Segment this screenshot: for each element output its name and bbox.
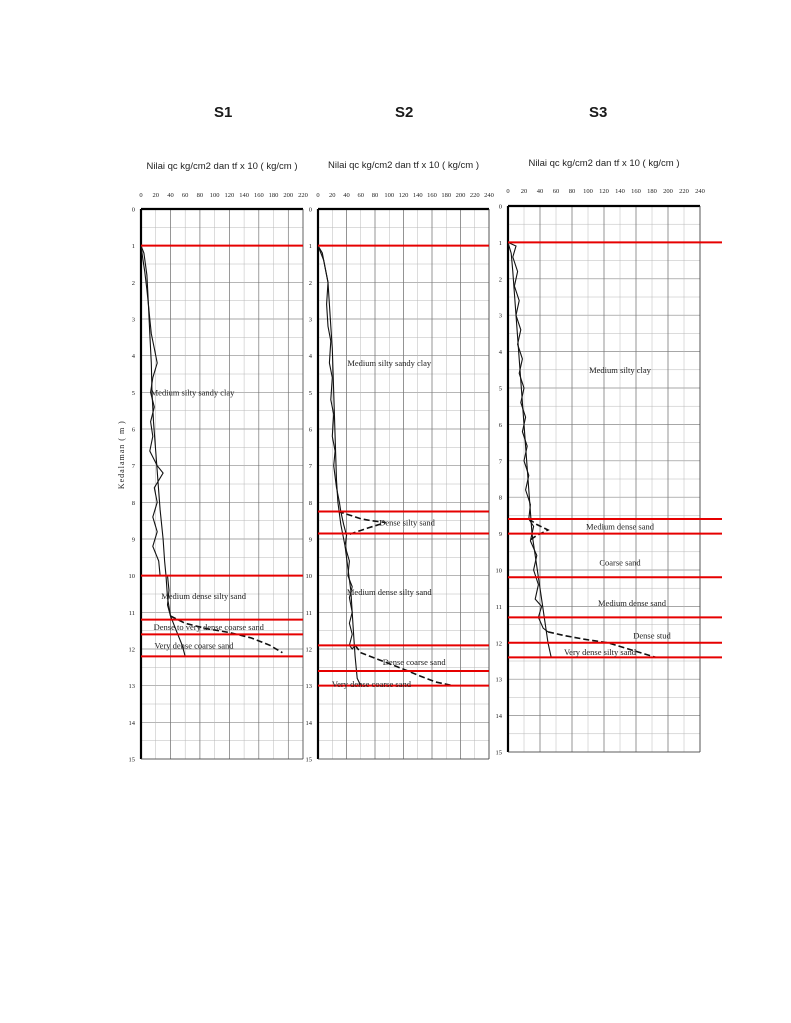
x-tick-label: 0 [139, 192, 143, 199]
x-tick-label: 180 [441, 192, 452, 199]
y-tick-label: 3 [498, 312, 502, 320]
panel-heading-s2: S2 [395, 104, 414, 121]
layer-label: Medium silty sandy clay [347, 358, 432, 368]
y-tick-label: 1 [131, 243, 135, 251]
x-tick-label: 140 [615, 188, 625, 195]
y-tick-label: 11 [305, 609, 312, 617]
y-tick-label: 4 [131, 353, 135, 361]
panel-heading-s1: S1 [214, 104, 233, 121]
y-tick-label: 14 [305, 719, 312, 727]
x-tick-label: 160 [427, 192, 437, 199]
y-tick-label: 6 [308, 426, 312, 434]
x-tick-label: 20 [152, 192, 159, 199]
layer-label: Medium silty clay [589, 364, 651, 375]
y-tick-label: 9 [498, 531, 502, 539]
x-tick-label: 120 [398, 192, 409, 199]
y-tick-label: 12 [128, 646, 135, 654]
x-tick-label: 160 [631, 188, 641, 195]
y-tick-label: 14 [495, 713, 502, 721]
layer-label: Very dense coarse sand [331, 678, 411, 689]
x-tick-label: 200 [455, 192, 466, 199]
y-tick-label: 7 [308, 463, 312, 471]
y-tick-label: 9 [131, 536, 135, 544]
layer-label: Medium dense silty sand [346, 587, 432, 598]
layer-label: Medium silty sandy clay [150, 387, 235, 398]
y-tick-label: 12 [305, 646, 312, 654]
y-tick-label: 11 [128, 609, 135, 617]
chart-panel-s1 [117, 161, 308, 764]
y-tick-label: 5 [498, 385, 502, 393]
cone-resistance-curve [508, 242, 548, 632]
x-tick-label: 180 [268, 192, 279, 199]
y-tick-label: 0 [308, 206, 312, 214]
y-tick-label: 7 [498, 458, 502, 466]
x-tick-label: 160 [253, 192, 264, 199]
y-tick-label: 15 [495, 749, 502, 757]
y-tick-label: 10 [495, 567, 502, 575]
layer-label: Dense stud [633, 630, 671, 641]
y-tick-label: 4 [308, 353, 312, 361]
y-tick-label: 14 [128, 719, 135, 727]
cone-resistance-curve [508, 242, 551, 657]
x-tick-label: 60 [357, 192, 364, 199]
y-tick-label: 8 [131, 499, 135, 507]
y-tick-label: 2 [131, 279, 135, 287]
chart-panel-s2 [306, 160, 494, 764]
x-tick-label: 60 [181, 192, 189, 199]
x-tick-label: 240 [484, 192, 494, 199]
layer-label: Very dense coarse sand [154, 640, 234, 651]
x-tick-label: 20 [329, 192, 336, 199]
x-tick-label: 200 [283, 192, 294, 199]
x-tick-label: 0 [506, 188, 510, 195]
y-tick-label: 10 [305, 573, 312, 581]
y-tick-label: 10 [128, 573, 135, 581]
layer-label: Very dense silty sand [563, 646, 637, 657]
y-tick-label: 15 [128, 756, 135, 764]
x-tick-label: 100 [209, 192, 220, 199]
layer-label: Coarse sand [599, 557, 641, 568]
y-tick-label: 2 [308, 279, 312, 287]
y-tick-label: 4 [498, 349, 502, 357]
y-tick-label: 0 [498, 203, 502, 211]
y-tick-label: 8 [498, 494, 502, 502]
y-tick-label: 1 [308, 243, 312, 251]
y-tick-label: 5 [308, 389, 312, 397]
layer-label: Dense coarse sand [382, 656, 446, 667]
x-tick-label: 100 [583, 188, 593, 195]
x-tick-label: 40 [536, 188, 544, 195]
y-axis-title: Kedalaman ( m ) [117, 420, 126, 490]
y-tick-label: 8 [308, 499, 312, 507]
x-axis-title: Nilai qc kg/cm2 dan tf x 10 ( kg/cm ) [328, 160, 479, 171]
y-tick-label: 13 [495, 676, 502, 684]
y-tick-label: 6 [498, 421, 502, 429]
layer-label: Medium dense silty sand [161, 590, 246, 601]
layer-label: Dense to very dense coarse sand [153, 622, 264, 632]
y-tick-label: 5 [131, 389, 135, 397]
x-tick-label: 80 [371, 192, 379, 199]
x-tick-label: 60 [552, 188, 560, 195]
y-tick-label: 15 [305, 756, 312, 764]
x-tick-label: 180 [647, 188, 657, 195]
layer-label: Medium dense sand [598, 597, 666, 608]
x-tick-label: 40 [167, 192, 174, 199]
x-axis-title: Nilai qc kg/cm2 dan tf x 10 ( kg/cm ) [528, 158, 680, 169]
x-tick-label: 20 [520, 188, 528, 195]
x-tick-label: 240 [695, 188, 705, 195]
layer-label: Medium dense sand [586, 521, 654, 532]
x-tick-label: 220 [679, 188, 689, 195]
y-tick-label: 13 [305, 683, 312, 691]
x-axis-title: Nilai qc kg/cm2 dan tf x 10 ( kg/cm ) [146, 161, 298, 172]
y-tick-label: 13 [128, 683, 135, 691]
x-tick-label: 0 [316, 192, 320, 199]
panel-heading-s3: S3 [589, 104, 608, 121]
x-tick-label: 120 [224, 192, 235, 199]
y-tick-label: 11 [495, 603, 502, 611]
y-tick-label: 9 [308, 536, 312, 544]
y-tick-label: 7 [131, 463, 135, 471]
y-tick-label: 3 [131, 316, 135, 324]
chart-panel-s3 [496, 158, 723, 757]
x-tick-label: 80 [196, 192, 204, 199]
x-tick-label: 220 [469, 192, 480, 199]
x-tick-label: 120 [599, 188, 609, 195]
x-tick-label: 140 [412, 192, 423, 199]
y-tick-label: 2 [498, 276, 502, 284]
x-tick-label: 40 [343, 192, 350, 199]
y-tick-label: 12 [495, 640, 502, 648]
layer-label: Dense silty sand [379, 517, 435, 528]
x-tick-label: 220 [298, 192, 308, 199]
y-tick-label: 6 [131, 426, 135, 434]
x-tick-label: 140 [239, 192, 249, 199]
x-tick-label: 200 [663, 188, 673, 195]
y-tick-label: 1 [498, 239, 502, 247]
y-tick-label: 3 [308, 316, 312, 324]
x-tick-label: 80 [568, 188, 576, 195]
x-tick-label: 100 [384, 192, 395, 199]
y-tick-label: 0 [131, 206, 135, 214]
